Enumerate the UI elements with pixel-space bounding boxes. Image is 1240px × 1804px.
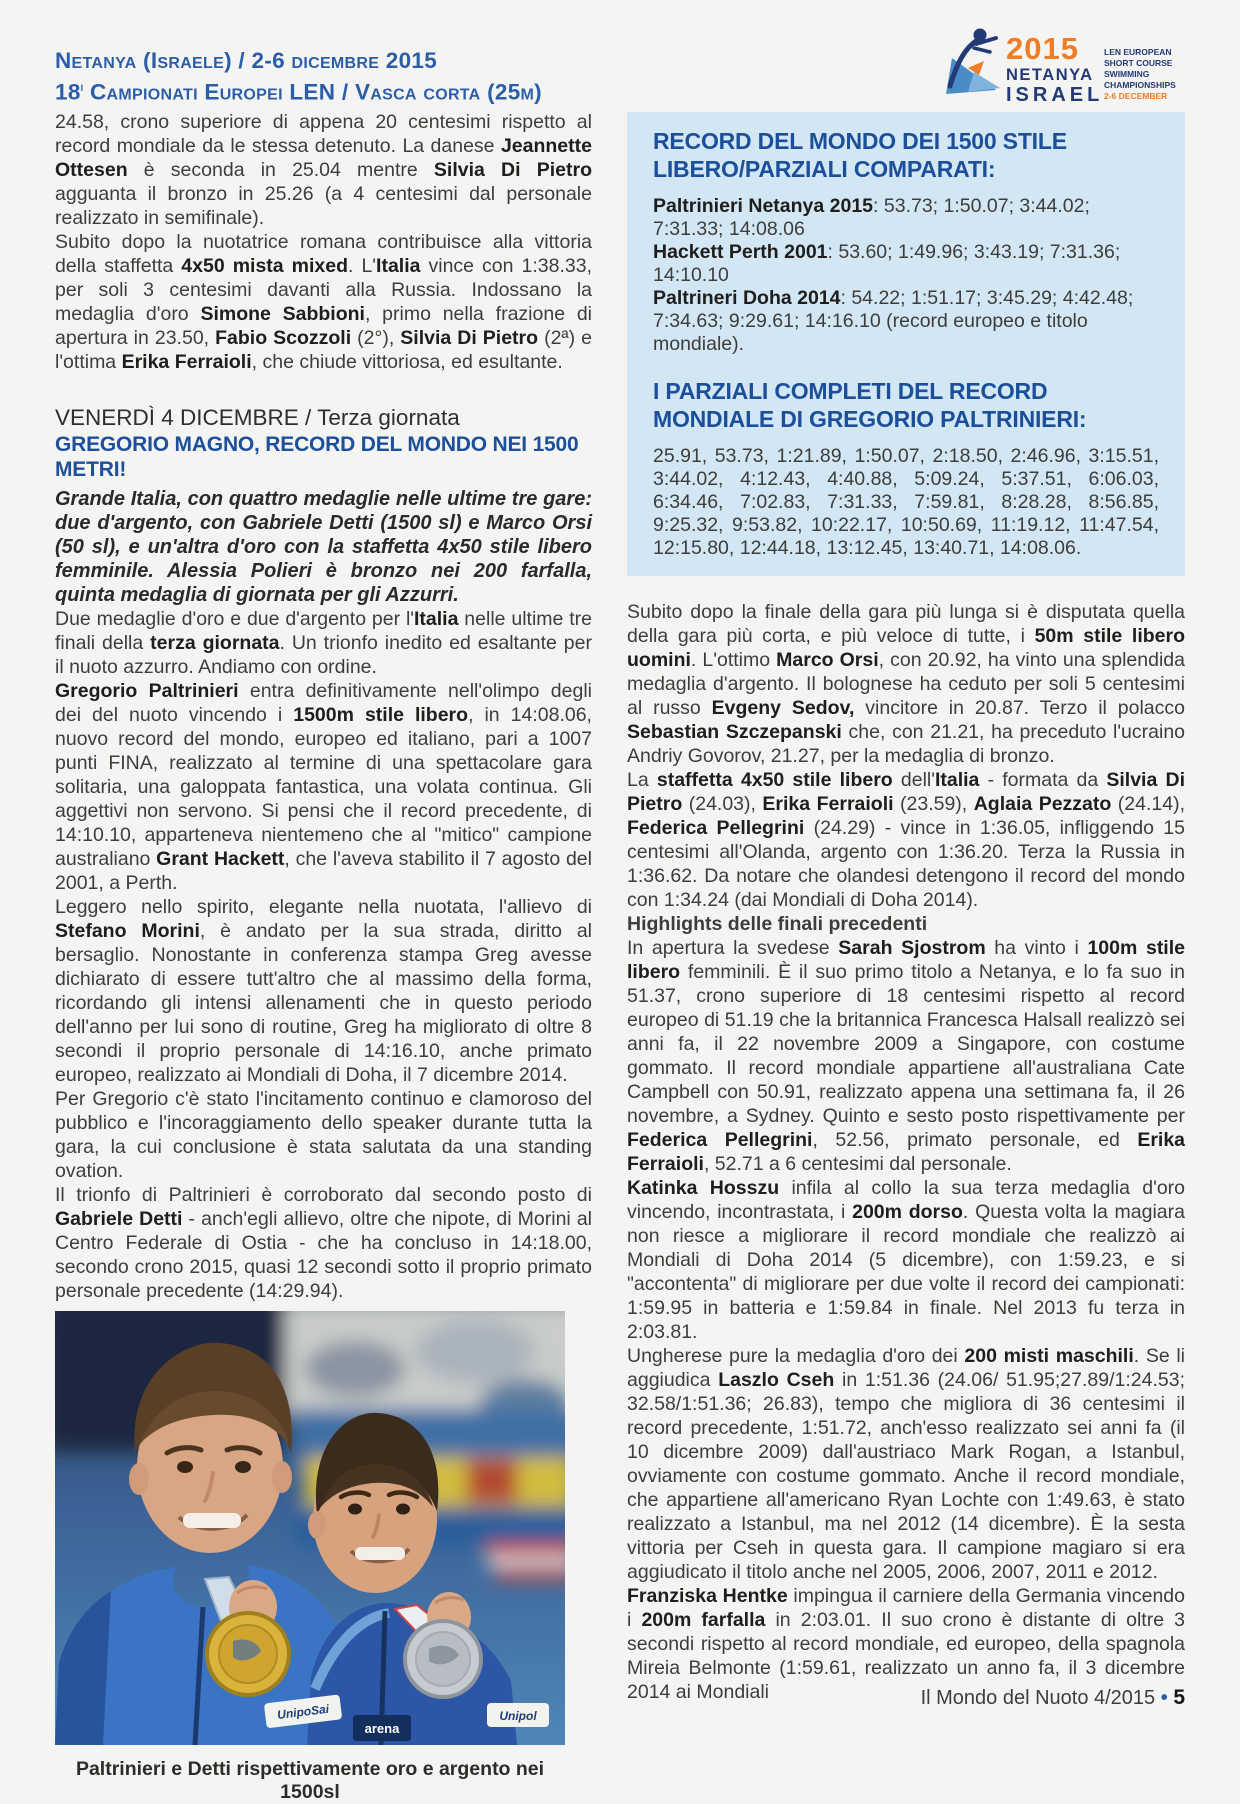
article-paragraph: Due medaglie d'oro e due d'argento per l'Italia nelle ultime tre finali della terza giornata. Un trionfo inedito ed esaltante per il nuoto azzurro. Andiamo con ordine. [55,608,592,678]
logo-dates: 2-6 DECEMBER [1104,91,1168,101]
logo-line-1: LEN EUROPEAN [1104,47,1172,57]
article-paragraph: In apertura la svedese Sarah Sjostrom ha vinto i 100m stile libero femminili. È il suo primo titolo a Netanya, e lo fa suo in 51.37, crono superiore di 18 centesimi rispetto al record europeo di 51.19 che la britannica Francesca Halsall realizzò sei anni fa, il 22 novembre 2009 a Singapore, con costume gommato. Il record mondiale appartiene all'australiana Cate Campbell con 50.91, realizzato appena una settimana fa, il 26 novembre, a Sydney. Quinto e sesto posto rispettivamente per Federica Pellegrini, 52.56, primato personale, ed Erika Ferraioli, 52.71 a 6 centesimi dal personale. [627,937,1186,1175]
article-paragraph: Katinka Hosszu infila al collo la sua terza medaglia d'oro vincendo, incontrastata, i 200m dorso. Questa volta la magiara non riesce a migliorare il record mondiale che realizzò ai Mondiali di Doha 2014 (5 dicembre), con 1:59.23, e si "accontenta" di migliorare per due volte il record dei campionati: 1:59.95 in batteria e 1:59.84 in finale. Nel 2013 fu terza in 2:03.81. [627,1177,1185,1343]
article-headline: GREGORIO MAGNO, RECORD DEL MONDO NEI 1500 METRI! [55,433,579,481]
logo-country: ISRAEL [1006,84,1104,106]
swimmer-mark-icon [946,29,1000,95]
kicker-line2 [55,74,542,106]
record-line [653,287,1159,356]
section-subhead: Highlights delle finali precedenti [627,913,928,935]
article-paragraph: Leggero nello spirito, elegante nella nuotata, l'allievo di Stefano Morini, è andato per la sua strada, diritto al bersaglio. Nonostante in conferenza stampa Greg avesse dichiarato di essere tutt'altro che al massimo della forma, ricordando gli intensi allenamenti che in questo periodo dell'anno per lui sono di routine, Greg ha migliorato di oltre 8 secondi il proprio personale di 14:16.10, anche primato europeo, realizzato ai Mondiali di Doha, il 7 dicembre 2014. [55,896,592,1086]
kicker-line2-rest: Campionati Europei LEN / Vasca corta (25m) [83,79,542,105]
championship-logo [938,24,1190,106]
infobox-title-parziali: I PARZIALI COMPLETI DEL RECORD MONDIALE DI GREGORIO PALTRINIERI: [653,378,1087,432]
infobox-world-record [627,112,1185,576]
infobox-title-comparati: RECORD DEL MONDO DEI 1500 STILE LIBERO/PARZIALI COMPARATI: [653,128,1067,182]
article-paragraph: Il trionfo di Paltrinieri è corroborato dal secondo posto di Gabriele Detti - anch'egli allievo, oltre che nipote, di Morini al Centro Federale di Ostia - che ha concluso in 14:18.00, secondo crono 2015, quasi 12 secondi sotto il proprio primato personale precedente (14:29.94). [55,1184,592,1302]
page-footer [627,1686,1185,1710]
article-photo [55,1311,592,1804]
article-paragraph: La staffetta 4x50 stile libero dell'Italia - formata da Silvia Di Pietro (24.03), Erika Ferraioli (23.59), Aglaia Pezzato (24.14), Federica Pellegrini (24.29) - vince in 1:36.05, infliggendo 15 centesimi all'Olanda, argento con 1:36.20. Terza la Russia in 1:36.62. Da notare che olandesi detengono il record del mondo con 1:34.24 (dai Mondiali di Doha 2014). [627,769,1186,911]
footer-magazine-name: Il Mondo del Nuoto 4/2015 [920,1687,1156,1709]
record-line [653,195,1159,241]
article-paragraph: Ungherese pure la medaglia d'oro dei 200 misti maschili. Se li aggiudica Laszlo Cseh in 1:51.36 (24.06/ 51.95;27.89/1:24.53; 32.58/1:51.36; 26.83), tempo che migliora di 36 centesimi il record precedente, 1:51.72, anch'esso realizzato sei anni fa (il 10 dicembre 2009) dall'austriaco Mark Rogan, a Istanbul, ovviamente con costume gommato. Anche il record mondiale, che appartiene all'americano Ryan Lochte con 1:49.63, è stato realizzato a Istanbul, ma nel 2012 (14 dicembre). È la sesta vittoria per Cseh in questa gara. Il campione magiaro si era aggiudicato il titolo anche nel 2005, 2006, 2007, 2011 e 2012. [627,1345,1186,1583]
article-paragraph: Per Gregorio c'è stato l'incitamento continuo e clamoroso del pubblico e l'incoraggiamento dello speaker durante tutta la gara, la cui conclusione è stata salutata da una standing ovation. [55,1088,592,1182]
left-column [55,110,592,1804]
brand-label: arena [364,1721,400,1736]
right-column [627,112,1185,1704]
record-line [653,241,1159,287]
kicker-line1: Netanya (Israele) / 2-6 dicembre 2015 [55,48,438,73]
record-times: : 54.22; 1:51.17; 3:45.29; 4:42.48; 7:34.63; 9:29.61; 14:16.10 (record europeo e titolo mondiale). [653,287,1134,355]
right-column-body [627,600,1185,1704]
article-paragraph: Gregorio Paltrinieri entra definitivamente nell'olimpo degli dei del nuoto vincendo i 1500m stile libero, in 14:08.06, nuovo record del mondo, europeo ed italiano, pari a 1007 punti FINA, realizzato al termine di una spettacolare gara solitaria, una galoppata fantastica, una volata continua. Gli aggettivi non servono. Si pensi che il record precedente, di 14:10.10, apparteneva nientemeno che al "mitico" campione australiano Grant Hackett, che l'aveva stabilito il 7 agosto del 2001, a Perth. [55,680,592,894]
footer-page-number: 5 [1173,1686,1185,1709]
record-name: Hackett Perth 2001 [653,241,828,263]
article-lead: Grande Italia, con quattro medaglie nelle ultime tre gare: due d'argento, con Gabriele Detti (1500 sl) e Marco Orsi (50 sl), e un'altra d'oro con la staffetta 4x50 stile libero femminile. Alessia Polieri è bronzo nei 200 farfalla, quinta medaglia di giornata per gli Azzurri. [55,488,592,606]
article-paragraph: Subito dopo la nuotatrice romana contribuisce alla vittoria della staffetta 4x50 mista mixed. L'Italia vince con 1:38.33, per soli 3 centesimi davanti alla Russia. Indossano la medaglia d'oro Simone Sabbioni, primo nella frazione di apertura in 23.50, Fabio Scozzoli (2°), Silvia Di Pietro (2ª) e l'ottima Erika Ferraioli, che chiude vittoriosa, ed esultante. [55,231,592,373]
day-header: VENERDÌ 4 DICEMBRE / Terza giornata [55,405,460,430]
logo-line-2: SHORT COURSE [1104,58,1173,68]
photo-illustration [55,1311,565,1745]
logo-line-4: CHAMPIONSHIPS [1104,80,1176,90]
article-paragraph: Subito dopo la finale della gara più lunga si è disputata quella della gara più corta, e più veloce di tutte, i 50m stile libero uomini. L'ottimo Marco Orsi, con 20.92, ha vinto una splendida medaglia d'argento. Il bolognese ha ceduto per soli 5 centesimi al russo Evgeny Sedov, vincitore in 20.87. Terzo il polacco Sebastian Szczepanski che, con 21.21, ha preceduto l'ucraino Andriy Govorov, 21.27, per la medaglia di bronzo. [627,601,1186,767]
sponsor-right-patch [487,1703,549,1727]
record-name: Paltrinieri Netanya 2015 [653,195,874,217]
logo-city: NETANYA [1006,66,1094,84]
logo-line-3: SWIMMING [1104,69,1150,79]
sponsor-left-label: UnipoSai [276,1701,330,1722]
record-name: Paltrineri Doha 2014 [653,287,841,309]
footer-bullet-icon: • [1160,1687,1168,1709]
record-splits: 25.91, 53.73, 1:21.89, 1:50.07, 2:18.50, 2:46.96, 3:15.51, 3:44.02, 4:12.43, 4:40.88, 5:09.24, 5:37.51, 6:06.03, 6:34.46, 7:02.83, 7:31.33, 7:59.81, 8:28.28, 8:56.85, 9:25.32, 9:53.82, 10:22.17, 10:50.69, 11:19.12, 11:47.54, 12:15.80, 12:44.18, 13:12.45, 13:40.71, 14:08.06. [653,445,1159,559]
kicker-edition-number: 18 [55,79,81,105]
page-kicker [55,48,542,106]
record-times: : 53.73; 1:50.07; 3:44.02; 7:31.33; 14:08.06 [653,195,1090,240]
record-times: : 53.60; 1:49.96; 3:43.19; 7:31.36; 14:10.10 [653,241,1121,286]
article-paragraph: Franziska Hentke impingua il carniere della Germania vincendo i 200m farfalla in 2:03.01. Il suo crono è distante di oltre 3 secondi rispetto al record mondiale, ed europeo, della spagnola Mireia Belmonte (1:59.61, realizzato un anno fa, il 3 dicembre 2014 ai Mondiali [627,1585,1186,1703]
brand-patch [353,1715,411,1741]
photo-caption: Paltrinieri e Detti rispettivamente oro e argento nei 1500sl [75,1758,545,1803]
article-paragraph: 24.58, crono superiore di appena 20 centesimi rispetto al record mondiale da le stessa detenuto. La danese Jeannette Ottesen è seconda in 25.04 mentre Silvia Di Pietro agguanta il bronzo in 25.26 (a 4 centesimi dal personale realizzato in semifinale). [55,111,592,229]
sponsor-right-label: Unipol [499,1709,537,1723]
kicker-edition-sup: i [80,79,84,94]
logo-year: 2015 [1006,31,1079,66]
